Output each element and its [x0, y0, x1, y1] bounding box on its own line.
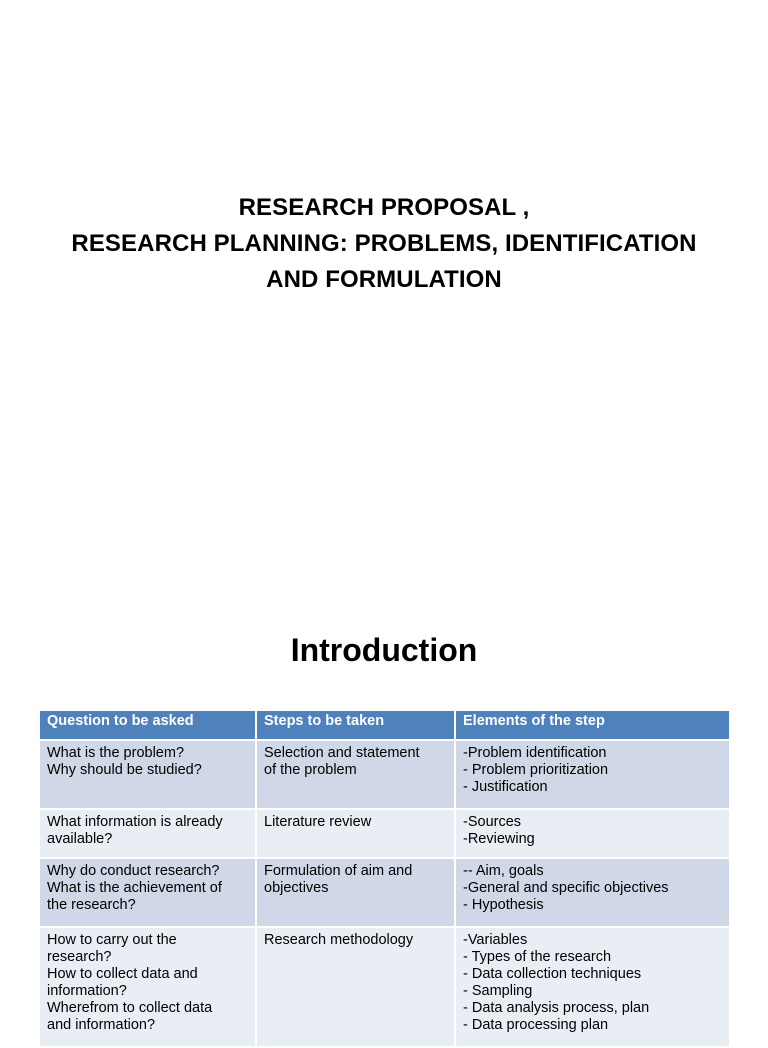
- title-line: RESEARCH PROPOSAL ,: [238, 194, 530, 221]
- cell-line: Formulation of aim and: [264, 863, 413, 879]
- cell-line: -Variables: [463, 932, 528, 948]
- question-cell: [40, 858, 256, 927]
- cell-line: -Problem identification: [463, 745, 607, 761]
- slide-title: [0, 190, 768, 298]
- table-row: [40, 858, 730, 927]
- table-row: [40, 927, 730, 1047]
- cell-line: Selection and statement: [264, 745, 420, 761]
- cell-line: -Reviewing: [463, 831, 535, 847]
- cell-line: - Data processing plan: [463, 1017, 609, 1033]
- cell-line: Research methodology: [264, 932, 414, 948]
- question-cell: [40, 809, 256, 858]
- steps-table-container: [40, 711, 730, 1048]
- cell-line: - Data analysis process, plan: [463, 1000, 650, 1016]
- title-line: RESEARCH PLANNING: PROBLEMS, IDENTIFICATION: [71, 230, 697, 257]
- cell-line: How to carry out the: [47, 932, 177, 948]
- cell-line: How to collect data and: [47, 966, 198, 982]
- cell-line: -Sources: [463, 814, 522, 830]
- cell-line: of the problem: [264, 762, 357, 778]
- cell-line: - Types of the research: [463, 949, 612, 965]
- step-cell: [256, 858, 455, 927]
- cell-line: Why should be studied?: [47, 762, 202, 778]
- cell-line: - Problem prioritization: [463, 762, 609, 778]
- cell-line: - Hypothesis: [463, 897, 544, 913]
- cell-line: Literature review: [264, 814, 372, 830]
- elements-cell: [455, 809, 730, 858]
- step-cell: [256, 809, 455, 858]
- cell-line: research?: [47, 949, 112, 965]
- elements-cell: [455, 927, 730, 1047]
- column-header-steps: Steps to be taken: [256, 711, 455, 740]
- cell-line: - Data collection techniques: [463, 966, 642, 982]
- step-cell: [256, 740, 455, 809]
- cell-line: Wherefrom to collect data: [47, 1000, 213, 1016]
- cell-line: -- Aim, goals: [463, 863, 544, 879]
- cell-line: What information is already: [47, 814, 223, 830]
- title-line: AND FORMULATION: [266, 266, 502, 293]
- table-header-row: [40, 711, 730, 740]
- cell-line: - Sampling: [463, 983, 533, 999]
- question-cell: [40, 927, 256, 1047]
- cell-line: the research?: [47, 897, 136, 913]
- cell-line: -General and specific objectives: [463, 880, 669, 896]
- cell-line: What is the problem?: [47, 745, 185, 761]
- cell-line: and information?: [47, 1017, 156, 1033]
- cell-line: - Justification: [463, 779, 548, 795]
- table-row: [40, 809, 730, 858]
- table-row: [40, 740, 730, 809]
- cell-line: information?: [47, 983, 127, 999]
- steps-table: [40, 711, 731, 1048]
- column-header-elements: Elements of the step: [455, 711, 730, 740]
- column-header-question: Question to be asked: [40, 711, 256, 740]
- cell-line: objectives: [264, 880, 329, 896]
- cell-line: What is the achievement of: [47, 880, 222, 896]
- cell-line: available?: [47, 831, 113, 847]
- question-cell: [40, 740, 256, 809]
- step-cell: [256, 927, 455, 1047]
- elements-cell: [455, 740, 730, 809]
- cell-line: Why do conduct research?: [47, 863, 220, 879]
- elements-cell: [455, 858, 730, 927]
- section-heading: Introduction: [290, 632, 478, 668]
